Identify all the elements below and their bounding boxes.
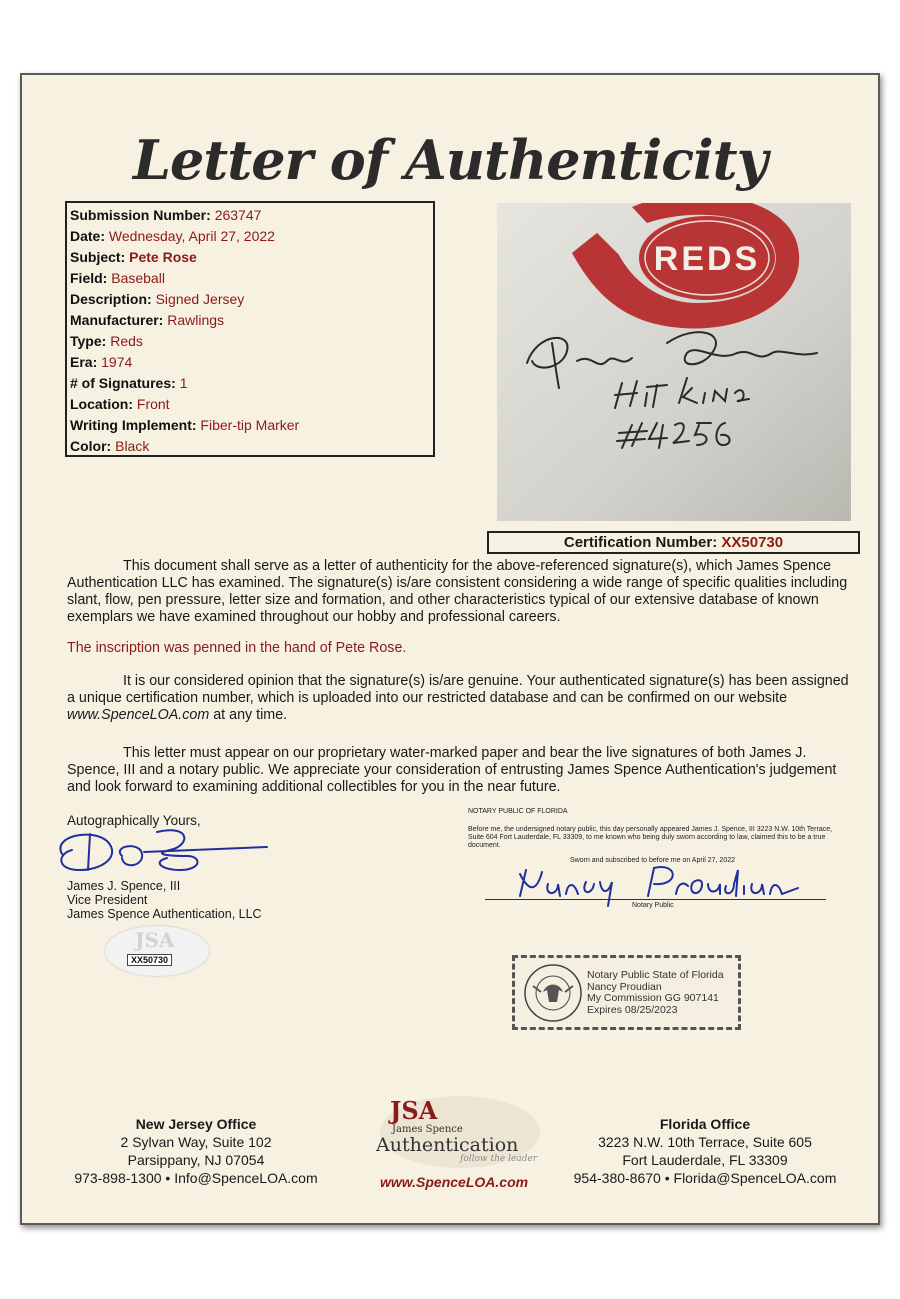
jsa-logo-word: Authentication (376, 1134, 519, 1156)
hologram-sticker (105, 926, 209, 976)
info-row: Writing Implement: Fiber-tip Marker (70, 417, 300, 433)
jsa-logo-tagline: follow the leader (460, 1154, 538, 1164)
jersey-photo (497, 203, 851, 521)
info-row: Era: 1974 (70, 354, 133, 370)
notary-seal-emblem (521, 962, 585, 1024)
notary-seal (512, 955, 741, 1030)
notary-header: NOTARY PUBLIC OF FLORIDA (468, 808, 568, 815)
notary-seal-text: Notary Public State of Florida Nancy Proudian My Commission GG 907141 Expires 08/25/2023 (587, 969, 724, 1016)
page-title: Letter of Authenticity (132, 128, 767, 192)
notary-statement: Before me, the undersigned notary public, this day personally appeared James J. Spence, III 3223 N.W. 10th Terrace, Suite 604 Fort Lauderdale, FL 33309, to me known who being duly sworn according to law, claimed this to be a true document. (468, 826, 833, 849)
info-row: Type: Reds (70, 333, 143, 349)
nj-office: New Jersey Office 2 Sylvan Way, Suite 102 Parsippany, NJ 07054 973-898-1300 • Info@SpenceLOA.com (74, 1116, 318, 1186)
paragraph-authenticity: This document shall serve as a letter of authenticity for the above-referenced signature(s), which James Spence Authentication LLC has examined. The signature(s) is/are consistent considering a wide range of specific qualities including slant, flow, pen pressure, letter size and formation, and other characteristics typical of our extensive database of known exemplars we have examined throughout our hobby and professional careers. (67, 558, 848, 625)
sticker-number: XX50730 (127, 954, 172, 966)
signer-company: James Spence Authentication, LLC (67, 907, 262, 921)
info-row: Description: Signed Jersey (70, 291, 245, 307)
info-row: Field: Baseball (70, 270, 165, 286)
info-row: Manufacturer: Rawlings (70, 312, 225, 328)
notary-signature-label: Notary Public (632, 902, 674, 909)
reds-logo-text: REDS (653, 240, 761, 278)
jsa-logo-letters: JSA (390, 1096, 438, 1125)
signer-name: James J. Spence, III (67, 879, 181, 893)
paragraph-watermark: This letter must appear on our proprietary water-marked paper and bear the live signatures of both James J. Spence, III and a notary public. We appreciate your consideration of entrusting James Spence Authentication's judgement and look forward to examining additional collectibles for you in the near future. (67, 745, 837, 795)
salutation: Autographically Yours, (67, 813, 201, 828)
info-row: Location: Front (70, 396, 170, 412)
paragraph-opinion: It is our considered opinion that the signature(s) is/are genuine. Your authenticated signature(s) has been assigned a unique certification number, which is uploaded into our restricted database and can be confirmed on our website www.SpenceLOA.com at any time. (67, 673, 849, 723)
notary-signature-line (485, 899, 826, 900)
submission-info-box (65, 201, 435, 457)
jsa-logo (370, 1096, 550, 1192)
notary-signature (508, 860, 808, 908)
website-link-inline[interactable]: www.SpenceLOA.com (67, 707, 210, 723)
certification-label: Certification Number: (563, 534, 718, 551)
sticker-jsa-watermark: JSA (135, 928, 175, 952)
certification-number-box (487, 531, 860, 554)
inscription-statement: The inscription was penned in the hand of Pete Rose. (67, 640, 407, 656)
jsa-logo-name: James Spence (392, 1124, 463, 1135)
spence-signature (52, 826, 282, 878)
info-row: Date: Wednesday, April 27, 2022 (70, 228, 275, 244)
fl-office: Florida Office 3223 N.W. 10th Terrace, Suite 605 Fort Lauderdale, FL 33309 954-380-8670 • Florida@SpenceLOA.com (573, 1116, 837, 1186)
info-row: Color: Black (70, 438, 150, 454)
signer-role: Vice President (67, 893, 148, 907)
info-row: # of Signatures: 1 (70, 375, 188, 391)
certification-value: XX50730 (721, 534, 784, 551)
info-row: Submission Number: 263747 (70, 207, 262, 223)
notary-sworn-date: Sworn and subscribed to before me on April 27, 2022 (570, 857, 735, 864)
website-link[interactable]: www.SpenceLOA.com (380, 1174, 529, 1190)
info-row: Subject: Pete Rose (70, 249, 197, 265)
